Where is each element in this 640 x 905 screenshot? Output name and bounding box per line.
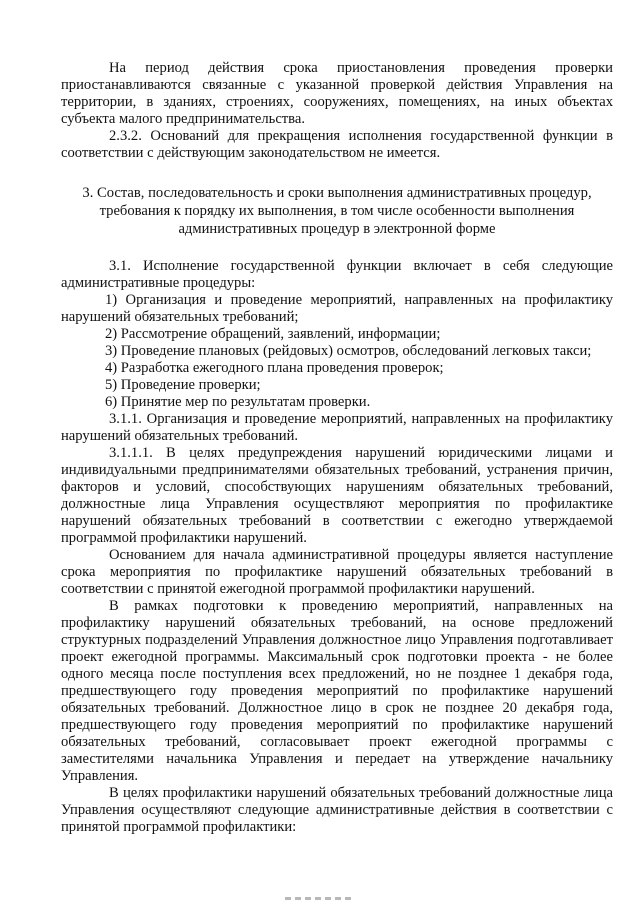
paragraph-2-3-2: 2.3.2. Оснований для прекращения исполнения государственной функции в соответствии с действующим законодательством не имеется. <box>61 128 613 161</box>
paragraph-3-1-1-1: 3.1.1.1. В целях предупреждения нарушений юридическими лицами и индивидуальными предпринимателями обязательных требований, устранения причин, факторов и условий, способствующих нарушениям обязательных требований, должностные лица Управления осуществляют мероприятия по профилактике нарушений обязательных требований в соответствии с ежегодно утверждаемой программой профилактики нарушений. <box>61 445 613 546</box>
list-item-1: 1) Организация и проведение мероприятий, направленных на профилактику нарушений обязательных требований; <box>61 292 613 325</box>
paragraph-program-preparation: В рамках подготовки к проведению мероприятий, направленных на профилактику нарушений обязательных требований, на основе предложений структурных подразделений Управления должностное лицо Управления подготавливает проект ежегодной программы. Максимальный срок подготовки проекта - не более одного месяца после поступления всех предложений, но не позднее 1 декабря года, предшествующего году проведения мероприятий по профилактике нарушений обязательных требований. Должностное лицо в срок не позднее 20 декабря года, предшествующего году проведения мероприятий по профилактике нарушений обязательных требований, согласовывает проект ежегодной программы с заместителями начальника Управления и передает на утверждение начальнику Управления. <box>61 598 613 784</box>
list-item-6: 6) Принятие мер по результатам проверки. <box>105 394 371 410</box>
list-item-2: 2) Рассмотрение обращений, заявлений, информации; <box>105 326 441 342</box>
list-item-4: 4) Разработка ежегодного плана проведения проверок; <box>105 360 444 376</box>
section-3-heading: 3. Состав, последовательность и сроки выполнения административных процедур, требования к порядку их выполнения, в том числе особенности выполнения административных процедур в электронной форме <box>82 185 592 237</box>
paragraph-prevention-actions: В целях профилактики нарушений обязательных требований должностные лица Управления осуществляют следующие административные действия в соответствии с принятой программой профилактики: <box>61 785 613 835</box>
document-body <box>61 60 613 836</box>
list-item-5: 5) Проведение проверки; <box>105 377 261 393</box>
paragraph-procedure-basis: Основанием для начала административной процедуры является наступление срока мероприятия по профилактике нарушений обязательных требований в соответствии с принятой ежегодной программой профилактики нарушений. <box>61 547 613 597</box>
paragraph-3-1: 3.1. Исполнение государственной функции включает в себя следующие административные процедуры: <box>61 258 613 291</box>
list-item-3: 3) Проведение плановых (рейдовых) осмотров, обследований легковых такси; <box>105 343 592 359</box>
paragraph-suspension-actions: На период действия срока приостановления проведения проверки приостанавливаются связанные с указанной проверкой действия Управления на территории, в зданиях, строениях, сооружениях, помещениях, на иных объектах субъекта малого предпринимательства. <box>61 60 613 127</box>
paragraph-3-1-1: 3.1.1. Организация и проведение мероприятий, направленных на профилактику нарушений обязательных требований. <box>61 411 613 444</box>
scan-artifact-mark <box>285 897 355 900</box>
